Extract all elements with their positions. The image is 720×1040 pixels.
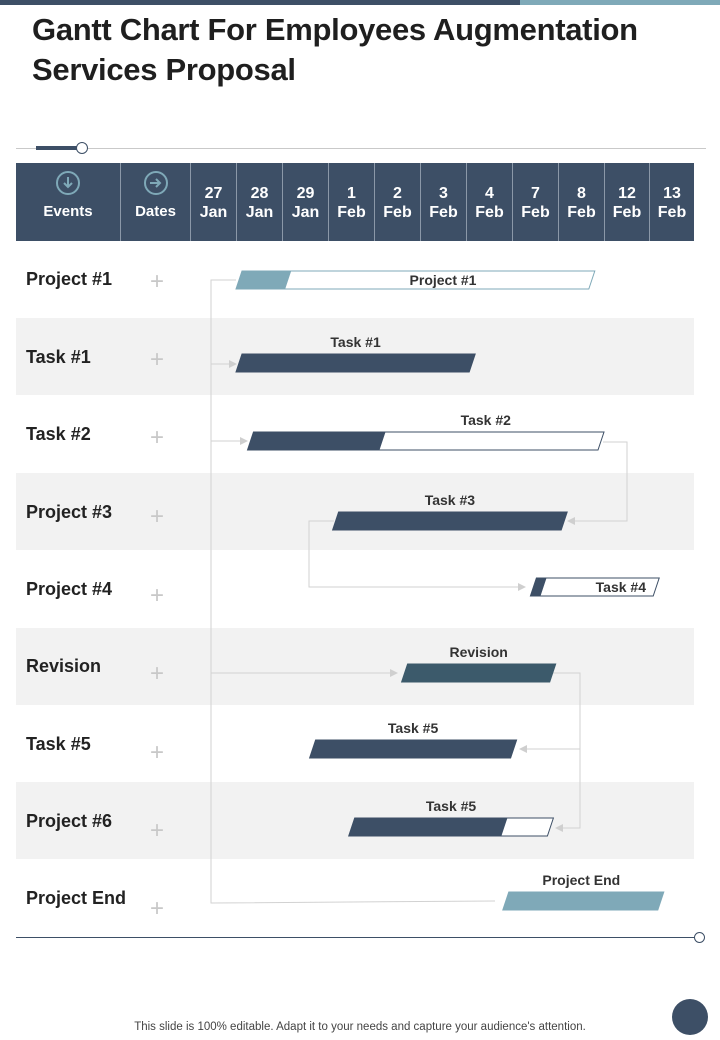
bottom-timeline-track bbox=[16, 937, 696, 938]
row-event-label: Project #4 bbox=[26, 579, 113, 599]
header-date-day: 12 bbox=[618, 185, 636, 202]
header-date-day: 13 bbox=[663, 185, 681, 202]
gantt-bar bbox=[236, 271, 291, 289]
header-date-month: Feb bbox=[612, 204, 642, 221]
header-events-label: Events bbox=[43, 203, 93, 220]
header-date-month: Feb bbox=[521, 204, 550, 221]
gantt-bar-label: Project End bbox=[542, 872, 621, 888]
gantt-bar bbox=[503, 892, 664, 910]
header-date-month: Feb bbox=[567, 204, 596, 221]
header-date-month: Jan bbox=[291, 204, 320, 221]
row-expand-plus-icon[interactable]: + bbox=[150, 660, 165, 687]
header-date-day: 28 bbox=[250, 185, 269, 202]
row-event-label: Task #5 bbox=[26, 734, 91, 754]
header-date-month: Feb bbox=[337, 204, 366, 221]
row-expand-plus-icon[interactable]: + bbox=[150, 503, 165, 530]
row-event-label: Task #1 bbox=[26, 347, 91, 367]
gantt-bar-label: Project #1 bbox=[409, 272, 477, 288]
gantt-bar bbox=[402, 664, 556, 682]
header-date-month: Feb bbox=[657, 204, 687, 221]
header-date-month: Feb bbox=[429, 204, 458, 221]
gantt-bar bbox=[248, 432, 386, 450]
header-date-day: 4 bbox=[485, 185, 494, 202]
gantt-bar bbox=[333, 512, 568, 530]
gantt-bar bbox=[349, 818, 508, 836]
gantt-bars bbox=[236, 271, 664, 910]
corner-decoration-circle bbox=[672, 999, 708, 1035]
row-expand-plus-icon[interactable]: + bbox=[150, 817, 165, 844]
row-event-label: Revision bbox=[26, 656, 102, 676]
row-event-label: Project End bbox=[26, 888, 127, 908]
header-date-day: 3 bbox=[439, 185, 448, 202]
connector-line bbox=[568, 442, 627, 521]
footer-note: This slide is 100% editable. Adapt it to your needs and capture your audience's attention. bbox=[134, 1021, 586, 1033]
row-expand-plus-icon[interactable]: + bbox=[150, 346, 165, 373]
gantt-bar bbox=[236, 354, 475, 372]
row-event-label: Task #2 bbox=[26, 424, 91, 444]
gantt-bar bbox=[310, 740, 517, 758]
gantt-bar-label: Task #5 bbox=[425, 798, 477, 814]
row-event-label: Project #6 bbox=[26, 811, 113, 831]
header-date-day: 27 bbox=[204, 185, 223, 202]
connector-line bbox=[309, 521, 525, 587]
header-date-day: 1 bbox=[347, 185, 356, 202]
header-date-day: 29 bbox=[296, 185, 315, 202]
page-title: Gantt Chart For Employees Augmentation Services Proposal bbox=[32, 12, 638, 87]
row-expand-plus-icon[interactable]: + bbox=[150, 895, 165, 922]
header-date-month: Feb bbox=[383, 204, 412, 221]
header-date-day: 8 bbox=[577, 185, 586, 202]
header-date-month: Jan bbox=[199, 204, 228, 221]
header-date-day: 7 bbox=[531, 185, 540, 202]
header-dates-label: Dates bbox=[135, 203, 176, 220]
row-expand-plus-icon[interactable]: + bbox=[150, 268, 165, 295]
gantt-bar-label: Revision bbox=[449, 644, 508, 660]
row-expand-plus-icon[interactable]: + bbox=[150, 582, 165, 609]
header-date-day: 2 bbox=[393, 185, 402, 202]
gantt-bar-label: Task #3 bbox=[424, 492, 476, 508]
gantt-bar-label: Task #4 bbox=[595, 579, 647, 595]
row-expand-plus-icon[interactable]: + bbox=[150, 739, 165, 766]
gantt-bar-label: Task #5 bbox=[387, 720, 439, 736]
connector-line bbox=[549, 673, 580, 828]
gantt-bar-label: Task #2 bbox=[460, 412, 511, 428]
row-expand-plus-icon[interactable]: + bbox=[150, 424, 165, 451]
gantt-bar-label: Task #1 bbox=[330, 334, 381, 350]
row-event-label: Project #1 bbox=[26, 269, 113, 289]
header-date-month: Feb bbox=[475, 204, 504, 221]
bottom-timeline-knob[interactable] bbox=[694, 932, 705, 943]
row-event-label: Project #3 bbox=[26, 502, 113, 522]
header-date-month: Jan bbox=[245, 204, 274, 221]
